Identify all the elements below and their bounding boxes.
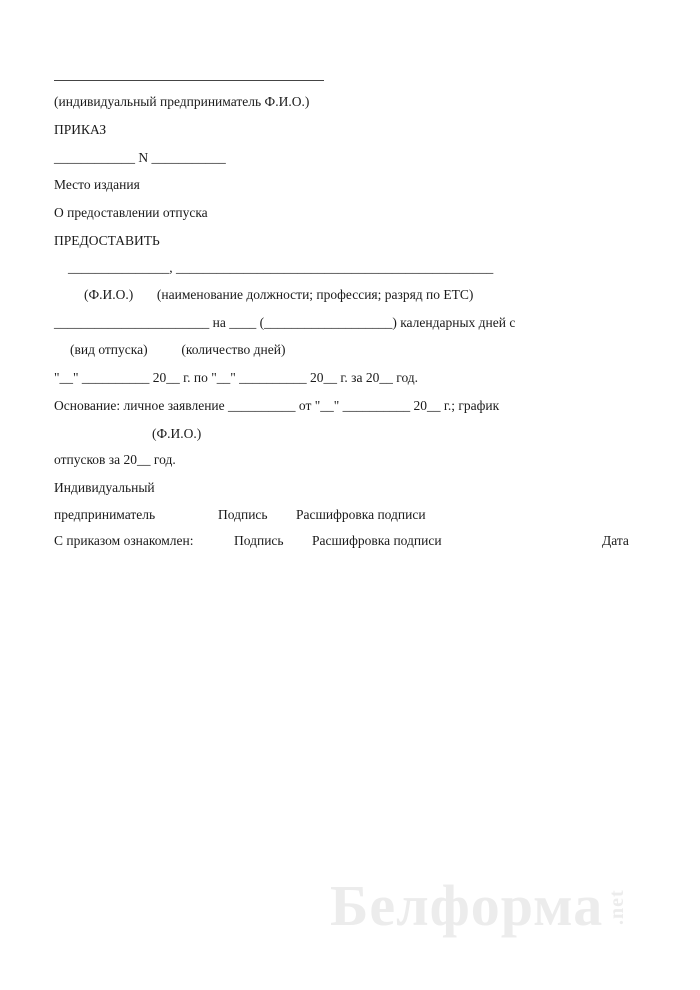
basis-line: Основание: личное заявление __________ от "__" __________ 20__ г.; график [54, 398, 500, 413]
schedule-line: отпусков за 20__ год. [54, 452, 176, 467]
date-label: Дата [602, 533, 629, 548]
employee-line: _______________, _______________________________________________ [68, 260, 494, 275]
acquainted-label: С приказом ознакомлен: [54, 533, 194, 548]
employee-caption: (Ф.И.О.) (наименование должности; профессия; разряд по ЕТС) [84, 287, 474, 302]
order-subject: О предоставлении отпуска [54, 205, 208, 220]
basis-caption: (Ф.И.О.) [152, 426, 202, 441]
acquainted-signature-label: Подпись [234, 533, 284, 548]
entrepreneur-label-1: Индивидуальный [54, 480, 155, 495]
dates-line: "__" __________ 20__ г. по "__" __________ 20__ г. за 20__ год. [54, 370, 419, 385]
watermark-brand: Белформа [330, 873, 604, 938]
watermark-suffix: .net [606, 889, 629, 925]
acquainted-signature-decoding: Расшифровка подписи [312, 533, 442, 548]
entrepreneur-signature-label: Подпись [218, 507, 268, 522]
belforma-watermark [330, 872, 639, 939]
leave-caption: (вид отпуска) (количество дней) [70, 342, 286, 357]
place-of-issue: Место издания [54, 177, 140, 192]
entrepreneur-name-rule [54, 80, 324, 81]
order-number-line: ____________ N ___________ [54, 150, 226, 165]
entrepreneur-label-2: предприниматель [54, 507, 156, 522]
entrepreneur-signature-decoding: Расшифровка подписи [296, 507, 426, 522]
leave-line: _______________________ на ____ (___________________) календарных дней с [54, 315, 516, 330]
grant-heading: ПРЕДОСТАВИТЬ [54, 233, 160, 248]
entrepreneur-caption: (индивидуальный предприниматель Ф.И.О.) [54, 94, 310, 109]
order-title: ПРИКАЗ [54, 122, 107, 137]
